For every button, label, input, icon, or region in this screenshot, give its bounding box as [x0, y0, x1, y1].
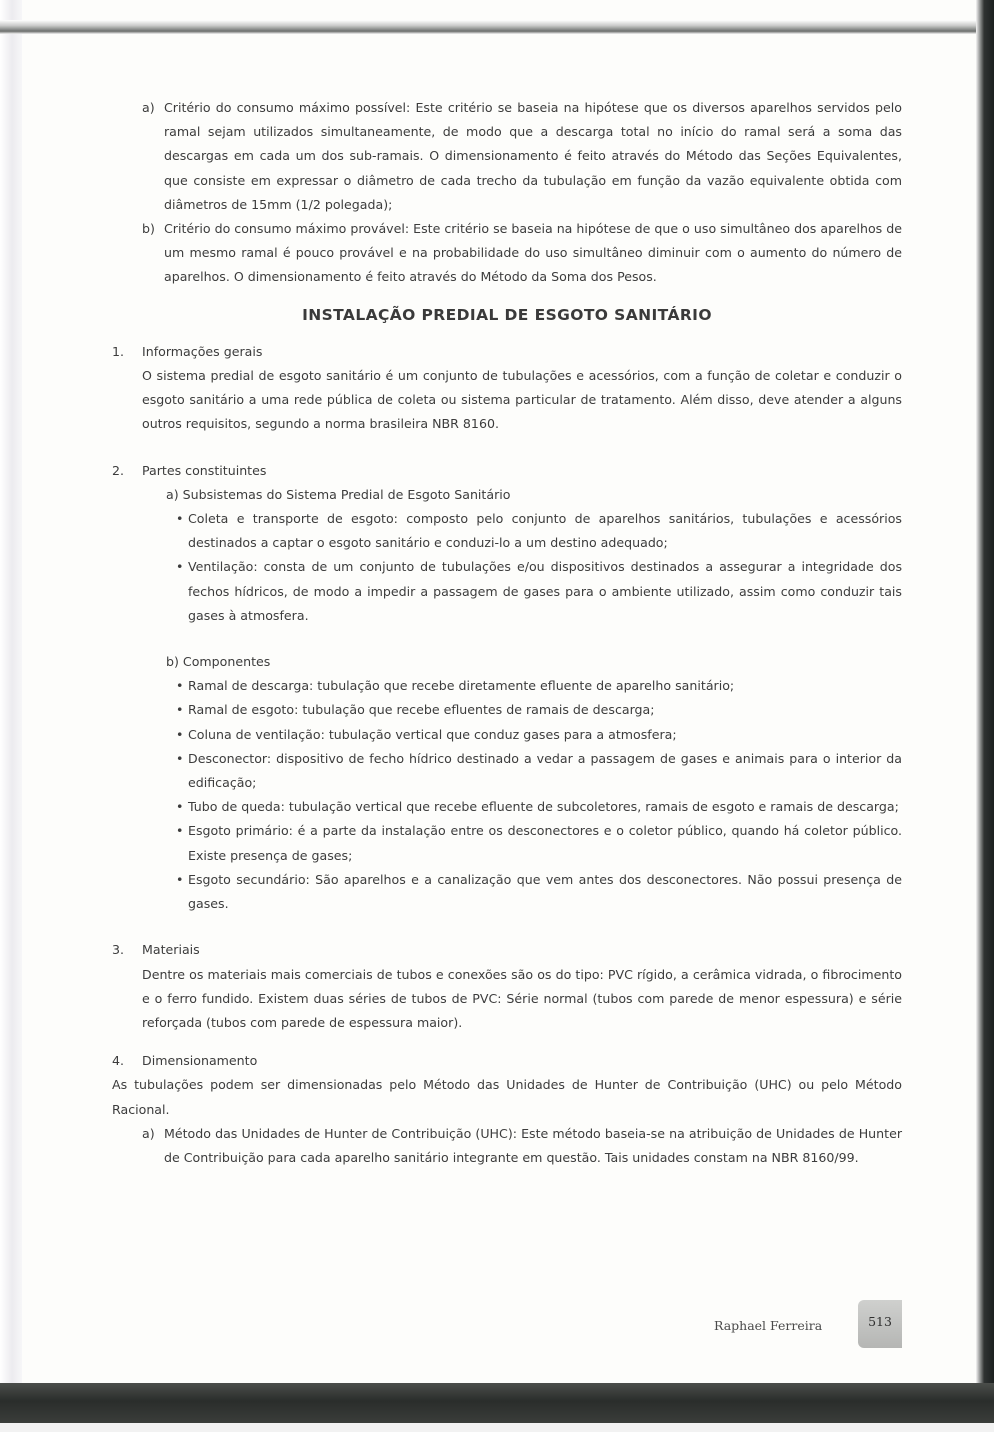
- section-heading: Dimensionamento: [142, 1053, 258, 1069]
- bullet-icon: •: [176, 511, 184, 527]
- scan-right-edge: [976, 0, 994, 1432]
- list-item: • Ramal de descarga: tubulação que recebe diretamente efluente de aparelho sanitário;: [176, 674, 902, 698]
- bullet-icon: •: [176, 871, 184, 887]
- page-number-tab: [858, 1300, 902, 1348]
- bottom-base: [0, 1423, 994, 1432]
- list-item: • Ventilação: consta de um conjunto de tubulações e/ou dispositivos destinados a assegurar a integridade dos fechos hídricos, de modo a impedir a passagem de gases para o ambiente utilizado, assim como conduzir tais gases à atmosfera.: [176, 555, 902, 628]
- page-content: [112, 96, 902, 1170]
- section-4-text: As tubulações podem ser dimensionadas pelo Método das Unidades de Hunter de Contribuição (UHC) ou pelo Método Racional.: [112, 1077, 902, 1117]
- criterion-a: [142, 96, 902, 217]
- bullet-icon: •: [176, 559, 184, 575]
- list-item: • Tubo de queda: tubulação vertical que recebe efluente de subcoletores, ramais de esgoto e ramais de descarga;: [176, 795, 902, 819]
- bullet-icon: •: [176, 750, 184, 766]
- section-1-heading: [112, 340, 902, 364]
- bottom-band: [0, 1383, 994, 1423]
- section-title: INSTALAÇÃO PREDIAL DE ESGOTO SANITÁRIO: [302, 305, 712, 324]
- bullet-icon: •: [176, 726, 184, 742]
- list-item: • Desconector: dispositivo de fecho hídrico destinado a vedar a passagem de gases e animais para o interior da edificação;: [176, 747, 902, 795]
- page-number: 513: [868, 1314, 892, 1329]
- section-2-heading: [112, 459, 902, 483]
- criterion-text: Critério do consumo máximo provável: Este critério se baseia na hipótese de que o uso simultâneo dos aparelhos de um mesmo ramal é pouco provável e na probabilidade do uso simultâneo diminuir com o aumento do número de aparelhos. O dimensionamento é feito através do Método da Soma dos Pesos.: [164, 221, 902, 285]
- section-number: 4.: [112, 1053, 125, 1069]
- criterion-label: a): [142, 100, 155, 115]
- section-4-item-a: [142, 1122, 902, 1170]
- bullet-icon: •: [176, 678, 184, 694]
- subsection-a-title: a) Subsistemas do Sistema Predial de Esgoto Sanitário: [166, 486, 511, 502]
- section-3-text: Dentre os materiais mais comerciais de tubos e conexões são os do tipo: PVC rígido, a cerâmica vidrada, o fibrocimento e o ferro fundido. Existem duas séries de tubos de PVC: Série normal (tubos com parede de menor espessura) e série reforçada (tubos com parede de espessura maior).: [142, 966, 902, 1030]
- list-item: • Esgoto primário: é a parte da instalação entre os desconectores e o coletor público, quando há coletor público. Existe presença de gases;: [176, 819, 902, 867]
- section-number: 2.: [112, 462, 125, 478]
- footer-author: Raphael Ferreira: [714, 1318, 823, 1333]
- criterion-label: b): [142, 221, 155, 237]
- list-item: • Coluna de ventilação: tubulação vertical que conduz gases para a atmosfera;: [176, 723, 902, 747]
- bullet-icon: •: [176, 702, 184, 718]
- list-item: • Esgoto secundário: São aparelhos e a canalização que vem antes dos desconectores. Não possui presença de gases.: [176, 868, 902, 916]
- item-text: Método das Unidades de Hunter de Contribuição (UHC): Este método baseia-se na atribuição de Unidades de Hunter de Contribuição para cada aparelho sanitário integrante em questão. Tais unidades constam na NBR 8160/99.: [164, 1125, 902, 1165]
- top-rule: [0, 20, 978, 34]
- bullet-icon: •: [176, 799, 184, 815]
- section-1-text: O sistema predial de esgoto sanitário é um conjunto de tubulações e acessórios, com a função de coletar e conduzir o esgoto sanitário a uma rede pública de coleta ou sistema particular de tratamento. Além disso, deve atender a alguns outros requisitos, segundo a norma brasileira NBR 8160.: [142, 368, 902, 432]
- criterion-text: Critério do consumo máximo possível: Este critério se baseia na hipótese que os diversos aparelhos servidos pelo ramal sejam utilizados simultaneamente, de modo que a descarga total no início do ramal será a soma das descargas em cada um dos sub-ramais. O dimensionamento é feito através do Método das Seções Equivalentes, que consiste em expressar o diâmetro de cada trecho da tubulação em função da vazão equivalente obtida com diâmetros de 15mm (1/2 polegada);: [164, 100, 902, 212]
- subsection-b-title: b) Componentes: [166, 654, 271, 670]
- section-number: 3.: [112, 942, 125, 958]
- item-label: a): [142, 1125, 155, 1141]
- bullet-icon: •: [176, 823, 184, 839]
- scan-left-edge: [0, 0, 22, 1432]
- section-number: 1.: [112, 343, 125, 359]
- section-heading: Informações gerais: [142, 343, 263, 359]
- section-heading: Materiais: [142, 942, 200, 958]
- criterion-b: [142, 217, 902, 290]
- list-item: • Coleta e transporte de esgoto: composto pelo conjunto de aparelhos sanitários, tubulações e acessórios destinados a captar o esgoto sanitário e conduzi-lo a um destino adequado;: [176, 507, 902, 555]
- section-heading: Partes constituintes: [142, 462, 267, 478]
- section-4-heading: [112, 1049, 902, 1073]
- section-3-heading: [112, 938, 902, 962]
- list-item: • Ramal de esgoto: tubulação que recebe efluentes de ramais de descarga;: [176, 698, 902, 722]
